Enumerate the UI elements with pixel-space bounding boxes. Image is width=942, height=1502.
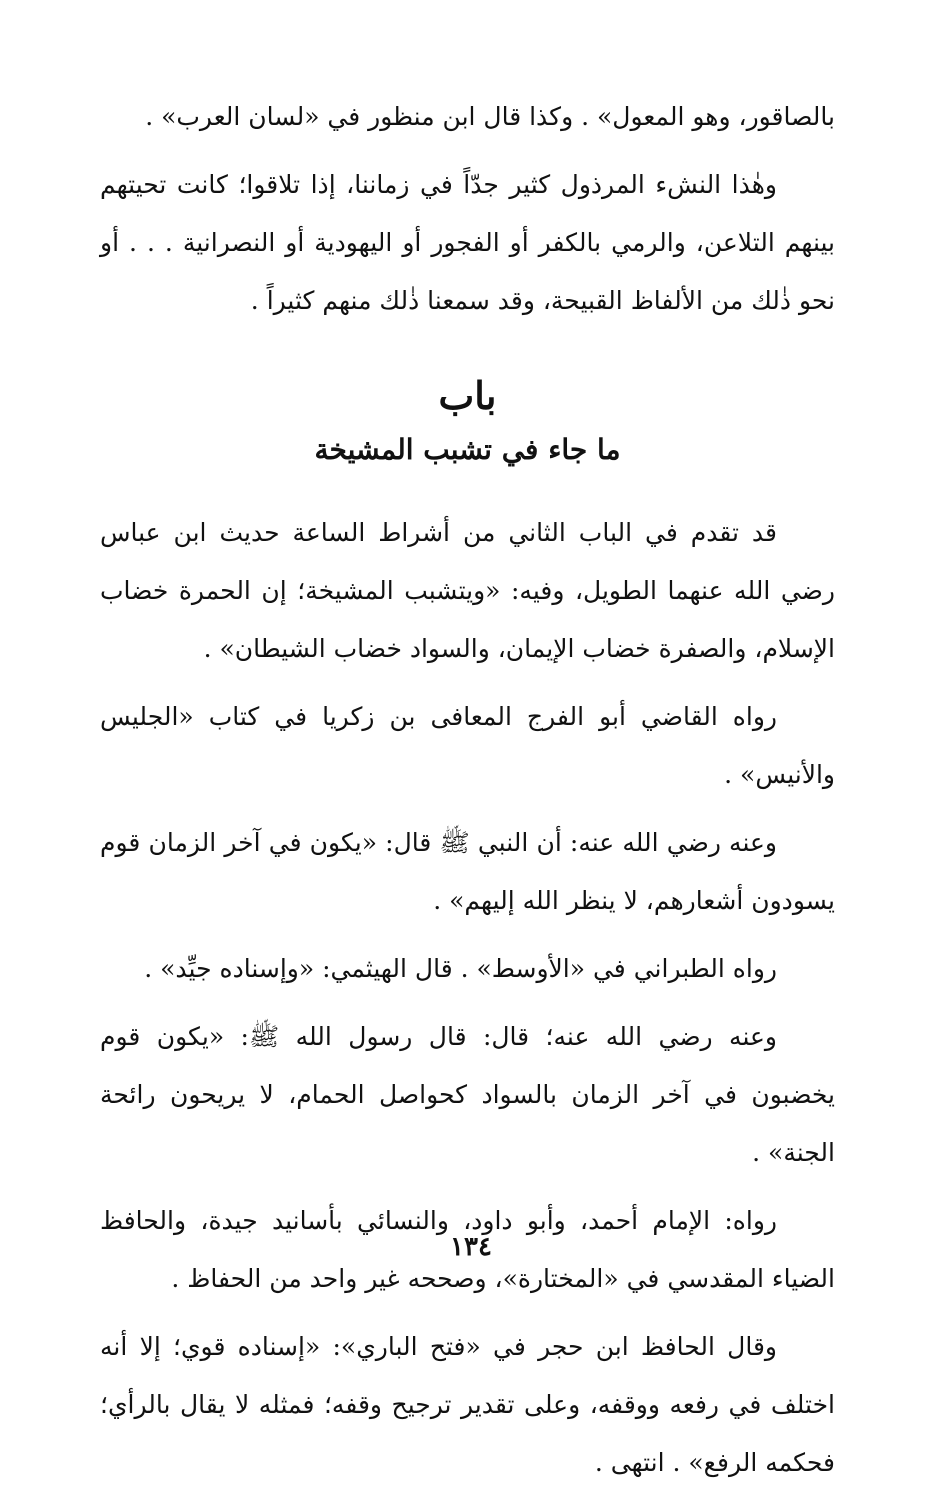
chapter-heading <box>100 368 835 476</box>
page-number: ١٣٤ <box>450 1232 492 1262</box>
paragraph: وقال الحافظ ابن حجر في «فتح الباري»: «إسناده قوي؛ إلا أنه اختلف في رفعه ووقفه، وعلى تقدير ترجيح وقفه؛ فمثله لا يقال بالرأي؛ فحكمه الرفع» . انتهى . <box>100 1332 835 1477</box>
paragraph: رواه الطبراني في «الأوسط» . قال الهيثمي: «وإسناده جيِّد» . <box>144 954 777 983</box>
paragraph: وعنه رضي الله عنه: أن النبي ﷺ قال: «يكون في آخر الزمان قوم يسودون أشعارهم، لا ينظر الله إليهم» . <box>100 828 835 915</box>
paragraph: قد تقدم في الباب الثاني من أشراط الساعة حديث ابن عباس رضي الله عنهما الطويل، وفيه: «ويتشبب المشيخة؛ إن الحمرة خضاب الإسلام، والصفرة خضاب الإيمان، والسواد خضاب الشيطان» . <box>100 518 835 663</box>
chapter-title: باب <box>438 373 497 418</box>
paragraph: رواه: الإمام أحمد، وأبو داود، والنسائي بأسانيد جيدة، والحافظ الضياء المقدسي في «المختارة»، وصححه غير واحد من الحفاظ . <box>100 1206 835 1293</box>
paragraph: رواه القاضي أبو الفرج المعافى بن زكريا في كتاب «الجليس والأنيس» . <box>100 702 835 789</box>
page-content <box>100 88 835 1502</box>
paragraph-continuation: بالصاقور، وهو المعول» . وكذا قال ابن منظور في «لسان العرب» . <box>145 102 835 131</box>
chapter-subtitle: ما جاء في تشبب المشيخة <box>314 433 621 466</box>
paragraph: وهٰذا النشء المرذول كثير جدّاً في زماننا، إذا تلاقوا؛ كانت تحيتهم بينهم التلاعن، والرمي بالكفر أو الفجور أو اليهودية أو النصرانية . . . أو نحو ذٰلك من الألفاظ القبيحة، وقد سمعنا ذٰلك منهم كثيراً . <box>100 170 835 315</box>
paragraph: وعنه رضي الله عنه؛ قال: قال رسول الله ﷺ: «يكون قوم يخضبون في آخر الزمان بالسواد كحواصل الحمام، لا يريحون رائحة الجنة» . <box>100 1022 835 1167</box>
